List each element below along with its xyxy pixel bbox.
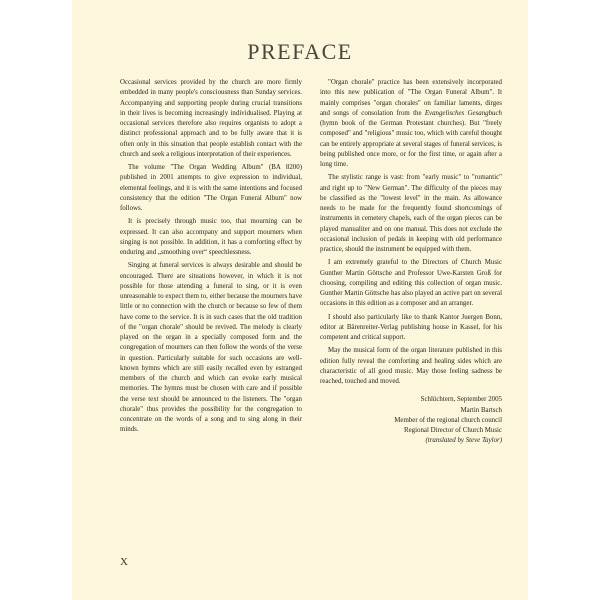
paragraph: Singing at funeral services is always desirable and should be encouraged. There are situations however, in which it is not possible for those attending a funeral to sing, or it is even unreasonable to expect them to, either because the mourners have little or no connection with the church or because so few of them have come to the service. It is in such cases that the old tradition of the "organ chorale" should be revived. The melody is clearly played on the organ in a specially composed form and the congregation of mourners can then follow the words of the verse in question. Particularly suitable for such occasions are well-known hymns which are still easily recalled even by estranged members of the church and which can evoke early musical memories. The hymns must be chosen with care and if possible the verse text should be announced to the listeners. The "organ chorale" thus provides the possibility for the congregation to concentrate on the words of a song and to sing along in their minds. (120, 262, 302, 434)
page-title: PREFACE (247, 39, 353, 64)
signature-name: Martin Bartsch (460, 406, 502, 414)
paragraph: Occasional services provided by the church are more firmly embedded in many people's consciousness than Sunday services. Accompanying and supporting people during crucial transitions in their lives is becoming increasingly individualised. Playing at occasional services therefore also requires organists to adopt a distinct professional approach and to be fully aware that it is often only in this situation that people establish contact with the church and seek a religious interpretation of their experiences. (120, 79, 302, 158)
signature-block (320, 395, 502, 446)
left-column (120, 78, 302, 439)
right-column (320, 78, 502, 447)
signature-place-date: Schlüchtern, September 2005 (420, 396, 502, 404)
paragraph: The volume "The Organ Wedding Album" (BA 8200) published in 2001 attempts to give expression to individual, elemental feelings, and it is with the same intentions and focused consistency that the edition "The Organ Funeral Album" now follows. (120, 164, 302, 212)
paragraph: The stylistic range is vast: from "early music" to "romantic" and right up to "New German". The difficulty of the pieces may be classified as the "lowest level" in the main. As allowance needs to be made for the frequently found shortcomings of instruments in cemetery chapels, each of the organ pieces can be played manualiter and on one manual. This does not exclude the occasional inclusion of pedals in keeping with old performance practice, should the instrument be equipped with them. (320, 174, 502, 253)
paragraph: I am extremely grateful to the Directors of Church Music Gunther Martin Göttsche and Professor Uwe-Karsten Groß for choosing, compiling and editing this collection of organ music. Gunther Martin Göttsche has also played an active part on several occasions in this edition as a composer and an arranger. (320, 259, 502, 308)
translator-credit: (translated by Steve Taylor) (425, 437, 502, 445)
paragraph: May the musical form of the organ literature published in this edition fully reveal the comforting and healing sides which are characteristic of all good music. May those feeling sadness be reached, touched and moved. (320, 347, 502, 385)
page-number: X (120, 556, 128, 568)
paragraph: I should also particularly like to thank Kantor Juergen Bonn, editor at Bärenreiter-Verlag publishing house in Kassel, for his competent and critical support. (320, 313, 502, 341)
document-page (72, 0, 528, 600)
paragraph-text: (hymn book of the German Protestant churches). But "freely composed" and "religious" music too, which with careful thought can be entirely appropriate at several stages of funeral services, is being published once more, or for the first time, or again after a long time. (320, 120, 502, 168)
hymnbook-title: Evangelisches Gesangbuch (424, 109, 502, 117)
paragraph (320, 78, 502, 170)
signature-role: Regional Director of Church Music (404, 427, 502, 434)
paragraph: It is precisely through music too, that mourning can be expressed. It can also accompany and support mourners when singing is not possible. In addition, it has a comforting effect by enduring and „smoothing over“ speechlessness. (120, 218, 302, 256)
paragraph-text: "Organ chorale" practice has been extensively incorporated into this new publication of "The Organ Funeral Album". It mainly comprises "organ chorales" on familiar laments, dirges and songs of consolation from the (320, 79, 502, 117)
signature-role: Member of the regional church council (394, 416, 502, 424)
